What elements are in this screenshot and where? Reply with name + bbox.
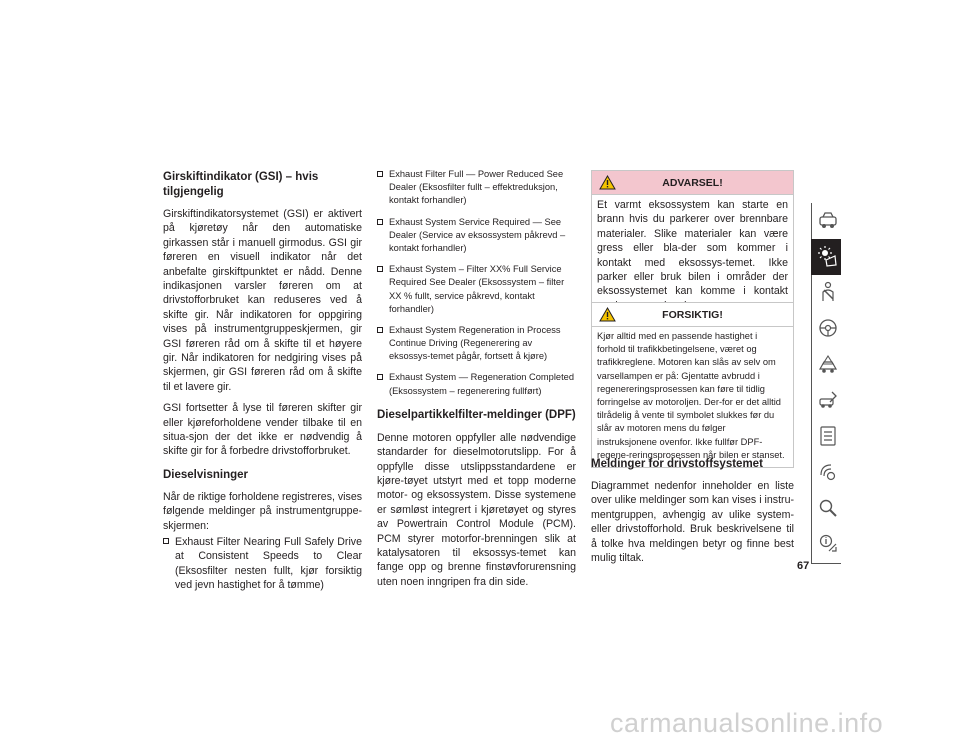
- list-item: Exhaust System – Filter XX% Full Service Required See Dealer (Eksossystem – filter XX % fullt, service påkrevd, kontakt forhandler): [377, 263, 576, 316]
- caution-header: [592, 303, 793, 327]
- paragraph-fuel-messages: Diagrammet nedenfor inneholder en liste over ulike meldinger som kan vises i instru-mentgruppen, avhengig av ulike system-eller drivstofforhold. Bruk beskrivelsene til å tolke hva meldingen betyr og finne best mulig tiltak.: [591, 479, 794, 564]
- caution-title: FORSIKTIG!: [662, 308, 723, 321]
- square-bullet-icon: [377, 219, 383, 225]
- seatbelt-icon: [818, 281, 838, 303]
- magnifier-icon: [818, 497, 838, 519]
- column-middle: [377, 168, 576, 589]
- tab-emergency[interactable]: [811, 347, 841, 383]
- square-bullet-icon: [163, 538, 169, 544]
- heading-fuel-messages: Meldinger for drivstoffsystemet: [591, 458, 763, 470]
- warning-box: [591, 170, 794, 319]
- warning-triangle-icon: [599, 175, 616, 190]
- checklist-icon: [818, 425, 838, 447]
- caution-text: Kjør alltid med en passende hastighet i forhold til trafikkbetingelsene, været og trafikkreglene. Motoren kan slås av selv om varsellampen er på: Gjentatte avbrudd i regenereringsprosessen kan føre til tidlig forringelse av motoroljen. Der-for er det alltid tilrådelig å vente til symbolet slukkes før du slår av motoren mens du følger instruksjonene ovenfor. Ikke fullfør DPF-regene-reringsprosessen når bilen er stanset.: [597, 331, 785, 460]
- wrench-car-icon: [818, 389, 838, 411]
- tab-technical-specs[interactable]: [811, 419, 841, 455]
- heading-diesel: Dieselvisninger: [163, 468, 249, 481]
- tab-multimedia[interactable]: [811, 455, 841, 491]
- tab-customer-assistance[interactable]: [811, 527, 841, 563]
- tab-servicing[interactable]: [811, 383, 841, 419]
- tab-instrument-cluster[interactable]: [811, 239, 841, 275]
- tab-index[interactable]: [811, 491, 841, 527]
- paragraph-diesel: Når de riktige forholdene registreres, vises følgende meldinger på instrumentgruppe-skjermen:: [163, 490, 363, 532]
- list-item: Exhaust System Regeneration in Process Continue Driving (Regenerering av eksossys-temet pågår, fortsett å kjøre): [377, 324, 576, 364]
- caution-box: [591, 302, 794, 468]
- warning-title: ADVARSEL!: [662, 176, 723, 189]
- tab-safety[interactable]: [811, 275, 841, 311]
- square-bullet-icon: [377, 327, 383, 333]
- column-left: [163, 170, 362, 593]
- page-number: 67: [797, 560, 810, 572]
- bullet-list-dpf: [377, 168, 576, 398]
- hazard-car-icon: [818, 353, 838, 375]
- square-bullet-icon: [377, 266, 383, 272]
- heading-gsi: Girskiftindikator (GSI) – hvis tilgjengelig: [163, 171, 319, 198]
- paragraph-gsi-continue: GSI fortsetter å lyse til føreren skifter gir eller kjøreforholdene vender tilbake til en situa-sjon der det ikke er nødvendig å skifte gir for å forbedre drivstofforbruket.: [163, 402, 362, 458]
- car-key-icon: [818, 209, 838, 231]
- steering-wheel-icon: [818, 317, 838, 339]
- list-item: Exhaust System — Regeneration Completed (Eksossystem – regenerering fullført): [377, 371, 576, 397]
- caution-triangle-icon: [599, 307, 616, 322]
- info-assistance-icon: [818, 533, 838, 555]
- square-bullet-icon: [377, 171, 383, 177]
- tab-getting-to-know-vehicle[interactable]: [811, 203, 841, 239]
- bullet-list-left: [163, 535, 362, 593]
- paragraph-gsi: Girskiftindikatorsystemet (GSI) er aktivert på kjøretøy når den automatiske girkassen står i manuell girmodus. GSI gir føreren en visuell indikator når det anbefalte girskiftpunktet er nådd. Denne indikasjonen varsler føreren om at drivstofforbruket kan reduseres ved å skifte gir. Når indikatoren for oppgiring vises på instrumentgruppeskjermen, gir GSI føreren råd om å skifte til et høyere gir. Når indikatoren for nedgiring vises på skjermen, gir GSI føreren råd om å skifte til et lavere gir.: [163, 207, 362, 393]
- warning-light-icon: [817, 245, 837, 267]
- column-right-bottom: [591, 457, 794, 565]
- warning-header: [592, 171, 793, 195]
- list-item: Exhaust System Service Required — See Dealer (Service av eksossystem påkrevd – kontakt forhandler): [377, 216, 576, 256]
- list-item: Exhaust Filter Full — Power Reduced See Dealer (Eksosfilter fullt – effektreduksjon, kontakt forhandler): [377, 168, 576, 208]
- square-bullet-icon: [377, 374, 383, 380]
- tab-divider: [811, 563, 841, 564]
- tab-starting-operating[interactable]: [811, 311, 841, 347]
- heading-dpf: Dieselpartikkelfilter-meldinger (DPF): [377, 408, 576, 421]
- list-item: Exhaust Filter Nearing Full Safely Drive at Consistent Speeds to Clear (Eksosfilter nesten fullt, kjør forsiktig ved jevn hastighet for å tømme): [163, 535, 362, 593]
- watermark: carmanualsonline.info: [610, 708, 884, 738]
- warning-text: Et varmt eksossystem kan starte en brann hvis du parkerer over brennbare materialer. Slike materialer kan være gress eller bla-der som kommer i kontakt med eksossys-temet. Ikke parker eller bruk bilen i områder der eksossystemet kan komme i kontakt: [597, 199, 788, 298]
- paragraph-dpf: Denne motoren oppfyller alle nødvendige standarder for dieselmotorutslipp. For å oppfylle disse utslippsstandardene er kjøre-tøyet utstyrt med et topp moderne motor- og eksossystem. Disse systemene er sømløst integrert i kjøretøyet og styres av Powertrain Control Module (PCM). PCM styrer motorfor-brenningen slik at katalysatoren til eksossys-temet kan fange opp og brenne finstøvforurensning uten noen inngripen fra din side.: [377, 431, 576, 588]
- multimedia-icon: [818, 461, 838, 483]
